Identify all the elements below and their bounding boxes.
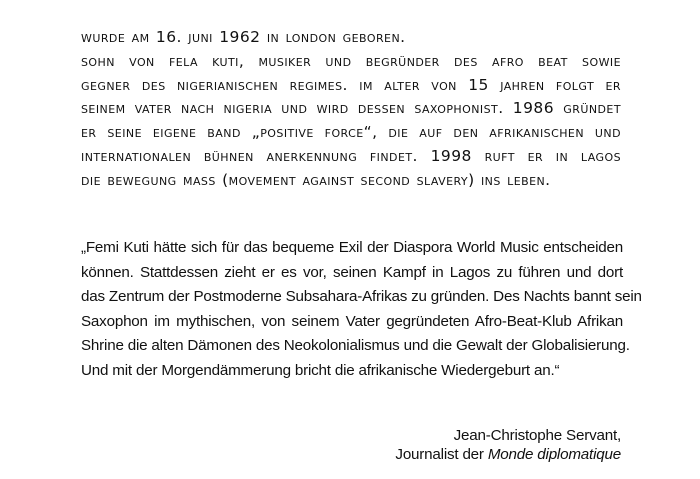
quote-line: Saxophon im mythischen, von seinem Vater gegründeten Afro-Beat-Klub Afrikan bbox=[81, 312, 623, 330]
author-name: Jean-Christophe Servant, bbox=[453, 427, 621, 444]
quote-line: „Femi Kuti hätte sich für das bequeme Exil der Diaspora World Music entscheiden bbox=[81, 239, 623, 256]
quote-attribution bbox=[395, 426, 621, 464]
bio-line: seinem vater nach nigeria und wird dessen saxophonist. 1986 gründet bbox=[81, 99, 621, 118]
quote-line: können. Stattdessen zieht er es vor, seinen Kampf in Lagos zu führen und dort bbox=[81, 263, 623, 281]
author-role bbox=[395, 445, 621, 464]
quote-line: Und mit der Morgendämmerung bricht die afrikanische Wiedergeburt an.“ bbox=[81, 361, 560, 379]
bio-line: internationalen bühnen anerkennung findet. 1998 ruft er in lagos bbox=[81, 146, 621, 165]
quote-line: Shrine die alten Dämonen des Neokolonialismus und die Gewalt der Globalisierung. bbox=[81, 337, 630, 355]
quote-line: das Zentrum der Postmoderne Subsahara-Afrikas zu gründen. Des Nachts bannt sein bbox=[81, 288, 642, 306]
bio-line: wurde am 16. juni 1962 in london geboren. bbox=[81, 28, 406, 46]
author-role-prefix: Journalist der bbox=[395, 446, 488, 463]
bio-line: die bewegung mass (movement against second slavery) ins leben. bbox=[81, 170, 551, 189]
bio-line: gegner des nigerianischen regimes. im alter von 15 jahren folgt er bbox=[81, 75, 621, 94]
biography-paragraph bbox=[81, 26, 621, 193]
bio-line: sohn von fela kuti, musiker und begründer des afro beat sowie bbox=[81, 51, 621, 70]
publication-name: Monde diplomatique bbox=[487, 446, 621, 463]
quote-paragraph bbox=[81, 236, 642, 384]
bio-line: er seine eigene band „positive force“, die auf den afrikanischen und bbox=[81, 123, 621, 142]
